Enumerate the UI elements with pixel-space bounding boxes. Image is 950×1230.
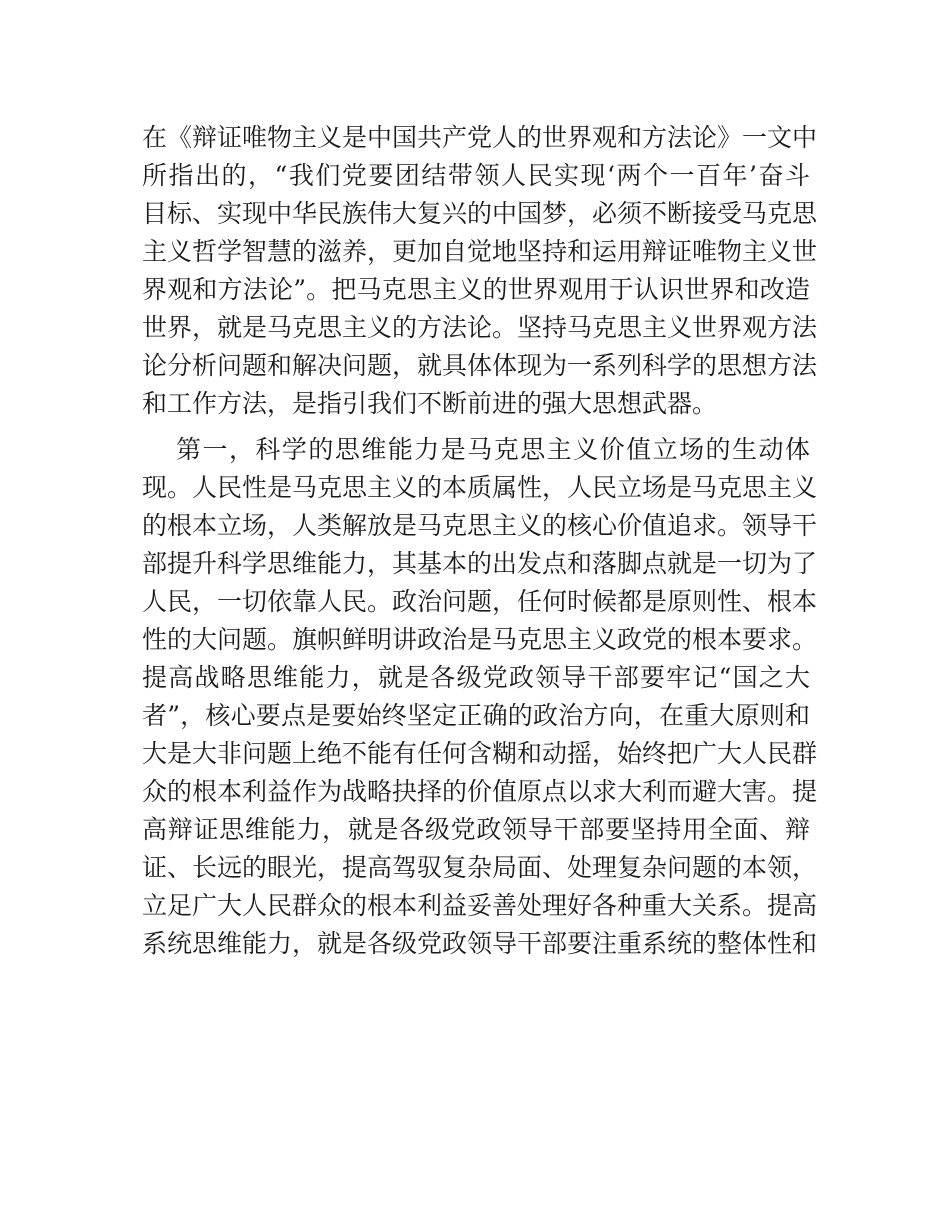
paragraph-2-line-11: 高辩证思维能力，就是各级党政领导干部要坚持用全面、辩 [142,815,810,844]
paragraph-2-line-4: 部提升科学思维能力，其基本的出发点和落脚点就是一切为了 [142,549,818,578]
paragraph-2-line-5: 人民，一切依靠人民。政治问题，任何时候都是原则性、根本 [142,587,818,616]
paragraph-2-line-8: 者”，核心要点是要始终坚定正确的政治方向，在重大原则和 [142,701,810,730]
paragraph-1-line-4: 主义哲学智慧的滋养，更加自觉地坚持和运用辩证唯物主义世 [142,237,818,266]
paragraph-1-line-7: 论分析问题和解决问题，就具体体现为一系列科学的思想方法 [142,351,818,380]
paragraph-2-line-1: 第一，科学的思维能力是马克思主义价值立场的生动体 [176,435,810,464]
paragraph-2-line-14: 系统思维能力，就是各级党政领导干部要注重系统的整体性和 [142,929,818,958]
paragraph-2-line-9: 大是大非问题上绝不能有任何含糊和动摇，始终把广大人民群 [142,739,818,768]
paragraph-1-line-6: 世界，就是马克思主义的方法论。坚持马克思主义世界观方法 [142,313,818,342]
paragraph-2-line-7: 提高战略思维能力，就是各级党政领导干部要牢记“国之大 [142,663,810,692]
paragraph-1-line-3: 目标、实现中华民族伟大复兴的中国梦，必须不断接受马克思 [142,199,818,228]
paragraph-2-line-3: 的根本立场，人类解放是马克思主义的核心价值追求。领导干 [142,511,818,540]
paragraph-1-line-2: 所指出的，“我们党要团结带领人民实现‘两个一百年’奋斗 [142,161,810,190]
paragraph-2-line-12: 证、长远的眼光，提高驾驭复杂局面、处理复杂问题的本领， [142,853,818,882]
paragraph-2-line-13: 立足广大人民群众的根本利益妥善处理好各种重大关系。提高 [142,891,818,920]
paragraph-1-line-1: 在《辩证唯物主义是中国共产党人的世界观和方法论》一文中 [142,123,818,152]
paragraph-2-line-2: 现。人民性是马克思主义的本质属性，人民立场是马克思主义 [142,473,818,502]
paragraph-1-line-8: 和工作方法，是指引我们不断前进的强大思想武器。 [142,389,718,418]
paragraph-2-line-6: 性的大问题。旗帜鲜明讲政治是马克思主义政党的根本要求。 [142,625,818,654]
paragraph-1-line-5: 界观和方法论”。把马克思主义的世界观用于认识世界和改造 [142,275,810,304]
paragraph-2-line-10: 众的根本利益作为战略抉择的价值原点以求大利而避大害。提 [142,777,818,806]
